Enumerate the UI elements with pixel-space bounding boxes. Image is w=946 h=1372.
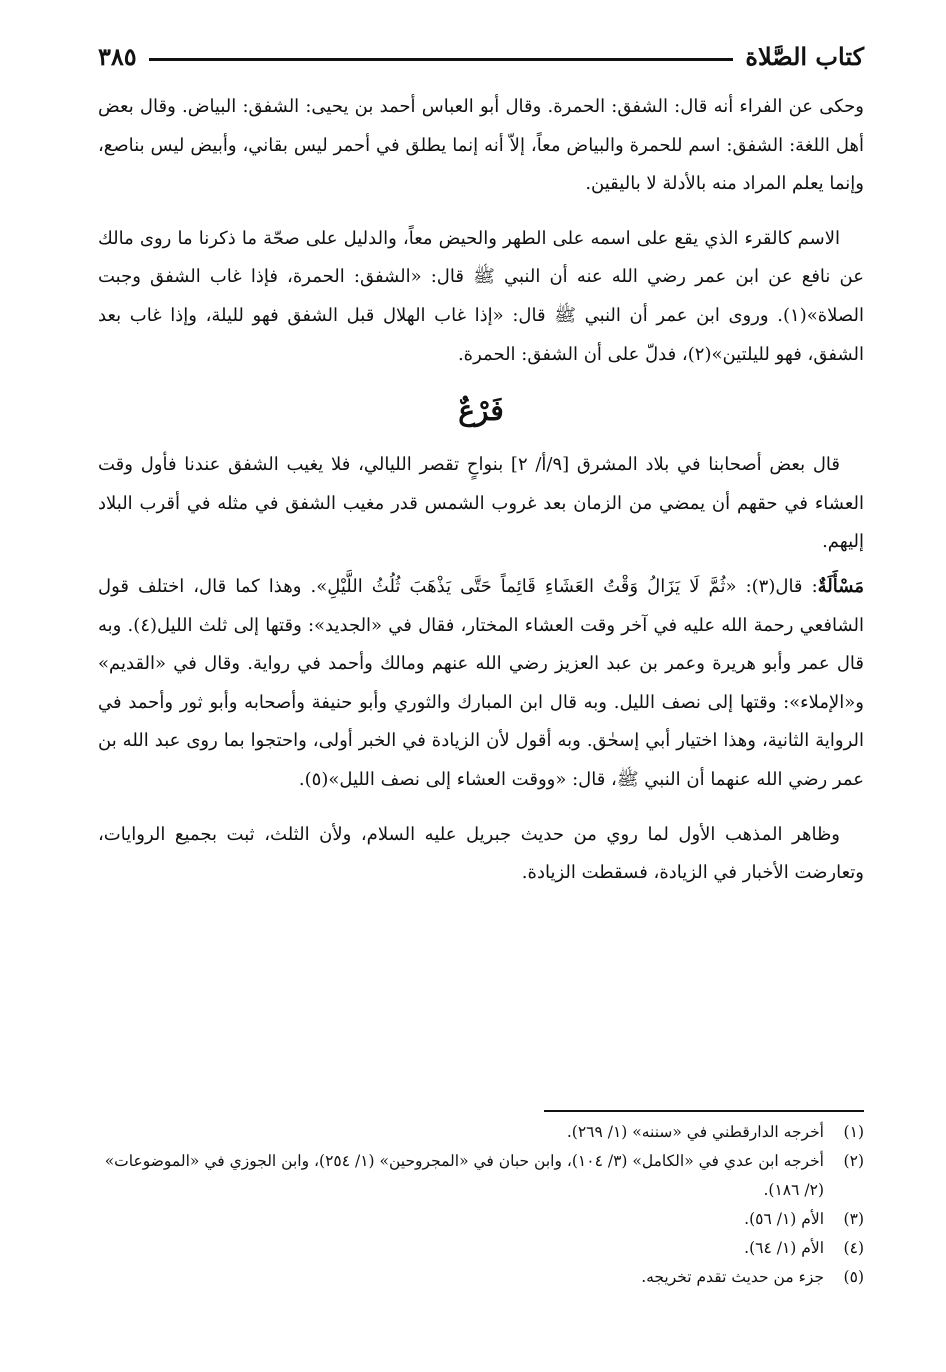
footnote-number: (٥) bbox=[843, 1268, 864, 1286]
masala-text: : قال(٣): «ثُمَّ لَا يَزَالُ وَقْتُ العَشَاءِ قَائِماً حَتَّى يَذْهَبَ ثُلُثُ اللَّيْلِ». وهذا كما قال، اختلف قول الشافعي رحمة الله عليه في آخر وقت العشاء المختار، فقال في «الجديد»: وقتها إلى ثلث الليل(٤). وبه قال عمر وأبو هريرة وعمر بن عبد العزيز رضي الله عنهم ومالك وأحمد في رواية. وقال في «القديم» و«الإملاء»: وقتها إلى نصف الليل. وبه قال ابن المبارك والثوري وأبو حنيفة وأصحابه وأبو ثور وأحمد في الرواية الثانية، وهذا اختيار أبي إسحٰق. وبه أقول لأن الزيادة في الخبر أولى، واحتجوا بما روى عبد الله بن عمر رضي الله عنهما أن النبي ﷺ، قال: «ووقت العشاء إلى نصف الليل»(٥). bbox=[98, 575, 864, 790]
page-number: ٣٨٥ bbox=[98, 41, 137, 71]
running-header bbox=[98, 36, 864, 76]
footnote-text: الأم (١/ ٥٦). bbox=[744, 1210, 824, 1228]
paragraph-definitions: وحكى عن الفراء أنه قال: الشفق: الحمرة. وقال أبو العباس أحمد بن يحيى: الشفق: البياض. وقال بعض أهل اللغة: الشفق: اسم للحمرة والبياض معاً، إلاّ أنه إنما يطلق في أحمر ليس بقاني، وأبيض ليس بناصع، وإنما يعلم المراد منه بالأدلة لا باليقين. bbox=[98, 96, 864, 195]
masala-label: مَسْأَلَةٌ bbox=[817, 575, 864, 597]
header-rule bbox=[149, 58, 734, 61]
footnote-number: (٣) bbox=[843, 1210, 864, 1228]
footnote-text: أخرجه ابن عدي في «الكامل» (٣/ ١٠٤)، وابن حبان في «المجروحين» (١/ ٢٥٤)، وابن الجوزي في «الموضوعات» (٢/ ١٨٦). bbox=[104, 1152, 824, 1199]
footnote-item bbox=[98, 1205, 864, 1234]
paragraph-conclusion: وظاهر المذهب الأول لما روي من حديث جبريل عليه السلام، ولأن الثلث، ثبت بجميع الروايات، وتعارضت الأخبار في الزيادة، فسقطت الزيادة. bbox=[98, 823, 864, 884]
footnotes bbox=[98, 1118, 864, 1292]
main-text bbox=[98, 88, 864, 893]
footnote-item bbox=[98, 1263, 864, 1292]
paragraph-evidence: الاسم كالقرء الذي يقع على اسمه على الطهر والحيض معاً، والدليل على صحّة ما ذكرنا ما روى مالك عن نافع عن ابن عمر رضي الله عنه أن النبي ﷺ قال: «الشفق: الحمرة، فإذا غاب الشفق وجبت الصلاة»(١). وروى ابن عمر أن النبي ﷺ قال: «إذا غاب الهلال قبل الشفق فهو لليلة، وإذا غاب بعد الشفق، فهو لليلتين»(٢)، فدلّ على أن الشفق: الحمرة. bbox=[98, 227, 864, 365]
paragraph-branch: قال بعض أصحابنا في بلاد المشرق [٩/أ/ ٢] بنواحٍ تقصر الليالي، فلا يغيب الشفق عندنا فأول وقت العشاء في حقهم أن يمضي من الزمان بعد غروب الشمس قدر مغيب الشفق في مثله في أقرب البلاد إليهم. bbox=[98, 454, 864, 553]
footnote-text: أخرجه الدارقطني في «سننه» (١/ ٢٦٩). bbox=[566, 1123, 824, 1141]
footnote-text: الأم (١/ ٦٤). bbox=[744, 1239, 824, 1257]
paragraph-masala bbox=[98, 568, 864, 800]
footnote-text: جزء من حديث تقدم تخريجه. bbox=[641, 1268, 824, 1286]
footnote-item bbox=[98, 1118, 864, 1147]
section-heading: فَرْعٌ bbox=[458, 394, 504, 428]
footnote-item bbox=[98, 1234, 864, 1263]
footnote-item bbox=[98, 1147, 864, 1205]
book-title: كتاب الصَّلاة bbox=[745, 41, 864, 71]
footnote-number: (١) bbox=[843, 1123, 864, 1141]
footnote-separator bbox=[544, 1110, 864, 1112]
footnote-number: (٤) bbox=[843, 1239, 864, 1257]
footnote-number: (٢) bbox=[843, 1152, 864, 1170]
